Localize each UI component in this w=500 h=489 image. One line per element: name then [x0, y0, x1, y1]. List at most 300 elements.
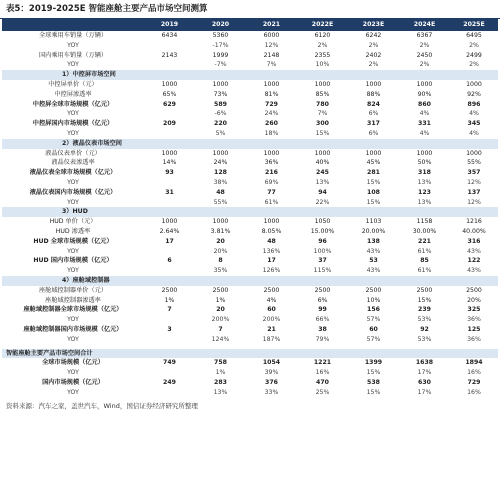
- table-cell: 13%: [417, 198, 432, 206]
- table-cell: [195, 276, 246, 286]
- table-cell: 31: [165, 188, 174, 196]
- table-cell: 20: [216, 306, 225, 314]
- table-row: [2, 80, 498, 90]
- table-cell: 138: [367, 237, 380, 245]
- table-cell: 24%: [213, 159, 228, 167]
- table-cell: [144, 70, 195, 80]
- table-cell: 6495: [466, 32, 482, 39]
- table-cell: 245: [316, 169, 329, 177]
- table-cell: [246, 70, 297, 80]
- table-cell: [399, 276, 450, 286]
- table-cell: 17: [267, 257, 276, 265]
- table-cell: 1000: [161, 80, 178, 88]
- table-cell: 85%: [315, 90, 330, 98]
- table-cell: 1103: [365, 218, 382, 226]
- table-cell: [399, 207, 450, 217]
- table-cell: 2.64%: [159, 227, 180, 235]
- table-cell: 1000: [263, 218, 280, 226]
- table-cell: 125: [467, 325, 481, 333]
- table-cell: 589: [214, 100, 227, 108]
- yoy-row: [2, 60, 498, 70]
- table-row: [2, 227, 498, 237]
- table-cell: 2500: [466, 286, 482, 294]
- table-cell: 99: [318, 306, 327, 314]
- table-cell: 24%: [264, 110, 279, 118]
- table-row: [2, 296, 498, 306]
- table-cell: 200%: [211, 316, 230, 324]
- table-cell: 1158: [416, 218, 433, 226]
- table-row: [2, 149, 498, 159]
- table-cell: 53%: [417, 316, 432, 324]
- table-cell: 50%: [417, 159, 432, 167]
- table-cell: 156: [367, 306, 380, 314]
- table-cell: 316: [467, 237, 481, 245]
- table-cell: 55%: [213, 198, 228, 206]
- table-cell: 630: [418, 378, 431, 386]
- table-cell: 2500: [263, 286, 280, 294]
- table-cell: 2%: [469, 61, 479, 69]
- table-cell: 6%: [317, 296, 328, 304]
- table-cell: 1894: [465, 359, 483, 367]
- table-cell: [348, 207, 399, 217]
- table-cell: 45%: [366, 159, 381, 167]
- table-cell: 2500: [161, 286, 178, 294]
- row-label: 全球乘用车销量（万辆）: [38, 32, 108, 39]
- table-cell: 260: [265, 120, 278, 128]
- table-cell: 2355: [314, 51, 331, 59]
- table-cell: 1%: [215, 369, 226, 377]
- row-label: 液晶仪表单价（元）: [45, 149, 101, 157]
- table-cell: [348, 349, 399, 359]
- table-cell: 1000: [314, 149, 331, 157]
- table-cell: 14%: [162, 159, 177, 167]
- table-cell: 92%: [467, 90, 481, 98]
- table-cell: 15%: [366, 388, 381, 396]
- table-cell: 137: [467, 188, 481, 196]
- table-cell: 780: [316, 100, 329, 108]
- table-cell: -6%: [214, 110, 227, 118]
- table-cell: [144, 247, 195, 257]
- table-cell: [144, 60, 195, 70]
- table-cell: 61%: [264, 198, 279, 206]
- column-header: 2021: [246, 19, 297, 31]
- row-label: HUD 单价（元）: [49, 218, 97, 226]
- table-cell: 2500: [416, 286, 433, 294]
- row-label: YOY: [67, 129, 79, 137]
- table-cell: 209: [163, 120, 176, 128]
- table-cell: [297, 70, 348, 80]
- row-label: YOY: [67, 316, 79, 324]
- row-label: 3）HUD: [2, 207, 144, 217]
- table-cell: [450, 70, 498, 80]
- table-cell: [246, 349, 297, 359]
- table-cell: 123: [418, 188, 431, 196]
- table-cell: 57%: [366, 335, 381, 343]
- table-cell: 470: [316, 378, 329, 386]
- row-label: YOY: [67, 178, 79, 186]
- table-row: [2, 378, 498, 388]
- table-cell: 43%: [366, 247, 381, 255]
- table-cell: 1000: [161, 218, 178, 226]
- table-cell: 115%: [313, 267, 332, 275]
- table-title: 表5：2019-2025E 智能座舱主要产品市场空间测算: [0, 0, 500, 19]
- table-cell: 15%: [366, 178, 381, 186]
- table-cell: [399, 139, 450, 149]
- table-cell: 318: [418, 169, 431, 177]
- table-cell: 2148: [263, 51, 280, 59]
- table-cell: 60: [369, 325, 378, 333]
- table-cell: 15%: [366, 369, 381, 377]
- table-cell: 6242: [365, 32, 382, 39]
- table-cell: 136%: [262, 247, 281, 255]
- table-cell: 2%: [317, 41, 328, 49]
- table-cell: 37: [318, 257, 327, 265]
- table-cell: [144, 198, 195, 208]
- table-cell: 2402: [365, 51, 382, 59]
- table-cell: 36%: [264, 159, 279, 167]
- table-cell: 1399: [364, 359, 383, 367]
- table-cell: 2500: [365, 286, 382, 294]
- table-cell: 69%: [264, 178, 279, 186]
- table-cell: 12%: [467, 198, 481, 206]
- table-cell: 66%: [315, 316, 330, 324]
- table-cell: [297, 207, 348, 217]
- table-cell: [195, 349, 246, 359]
- table-row: [2, 349, 498, 359]
- table-cell: [297, 349, 348, 359]
- table-cell: 2%: [419, 41, 430, 49]
- table-cell: 1000: [416, 149, 433, 157]
- table-cell: 6000: [263, 32, 280, 39]
- row-label: YOY: [67, 369, 79, 377]
- table-cell: [144, 109, 195, 119]
- yoy-row: [2, 129, 498, 139]
- table-cell: 1050: [314, 218, 331, 226]
- row-label: 全球市场规模（亿元）: [42, 359, 104, 367]
- table-cell: [399, 70, 450, 80]
- row-label: YOY: [67, 110, 79, 118]
- table-cell: 325: [467, 306, 481, 314]
- table-cell: 1%: [164, 296, 175, 304]
- table-cell: 3: [167, 325, 172, 333]
- table-cell: 824: [367, 100, 380, 108]
- table-cell: 2500: [314, 286, 331, 294]
- table-cell: 22%: [315, 198, 330, 206]
- table-cell: [348, 139, 399, 149]
- yoy-row: [2, 178, 498, 188]
- row-label: YOY: [67, 335, 79, 343]
- table-row: [2, 286, 498, 296]
- table-row: [2, 158, 498, 168]
- table-cell: 92: [420, 325, 429, 333]
- column-header: 2022E: [297, 19, 348, 31]
- table-row: [2, 188, 498, 198]
- table-cell: 6434: [161, 32, 178, 39]
- table-cell: 20%: [213, 247, 228, 255]
- table-cell: 4%: [469, 110, 479, 118]
- table-cell: 1221: [313, 359, 332, 367]
- table-cell: 77: [267, 188, 276, 196]
- table-cell: 1000: [212, 149, 229, 157]
- table-cell: [144, 139, 195, 149]
- row-label: 中控屏单价（元）: [48, 80, 98, 88]
- row-label: 中控屏国内市场规模（亿元）: [32, 120, 114, 128]
- table-cell: [195, 207, 246, 217]
- table-cell: 55%: [467, 159, 481, 167]
- row-label: 1）中控屏市场空间: [2, 70, 144, 80]
- table-cell: 538: [367, 378, 380, 386]
- yoy-row: [2, 266, 498, 276]
- table-cell: 126%: [262, 267, 281, 275]
- table-cell: 7%: [317, 110, 328, 118]
- table-cell: 60: [267, 306, 276, 314]
- table-row: [2, 237, 498, 247]
- table-cell: [144, 178, 195, 188]
- table-cell: 1000: [263, 80, 280, 88]
- table-cell: [450, 276, 498, 286]
- table-cell: 13%: [213, 388, 228, 396]
- table-cell: 17%: [417, 388, 432, 396]
- table-cell: [195, 139, 246, 149]
- row-label: 液晶仪表全球市场规模（亿元）: [29, 169, 117, 177]
- yoy-row: [2, 335, 498, 345]
- table-cell: 281: [367, 169, 380, 177]
- table-cell: 93: [165, 169, 174, 177]
- table-cell: [144, 315, 195, 325]
- table-cell: 357: [467, 169, 481, 177]
- row-label: HUD 国内市场规模（亿元）: [33, 257, 113, 265]
- table-cell: 81%: [264, 90, 279, 98]
- table-row: [2, 358, 498, 368]
- table-cell: 38%: [213, 178, 228, 186]
- row-label: 国内市场规模（亿元）: [42, 378, 104, 386]
- table-row: [2, 51, 498, 61]
- table-cell: 1000: [212, 218, 229, 226]
- table-cell: 16%: [467, 369, 481, 377]
- row-label: 中控屏渗透率: [54, 90, 92, 98]
- table-cell: [144, 207, 195, 217]
- table-cell: 124%: [211, 335, 230, 343]
- table-cell: 3.81%: [210, 227, 231, 235]
- table-cell: 39%: [264, 369, 279, 377]
- table-cell: 73%: [213, 90, 228, 98]
- table-cell: 15%: [315, 129, 330, 137]
- table-cell: 94: [318, 188, 327, 196]
- row-label: HUD 全球市场规模（亿元）: [33, 237, 113, 245]
- row-label: 液晶仪表渗透率: [51, 159, 95, 167]
- table-cell: 4%: [469, 129, 479, 137]
- column-header: 2023E: [348, 19, 399, 31]
- table-cell: 61%: [417, 247, 432, 255]
- table-cell: 36%: [467, 316, 481, 324]
- table-cell: 100%: [313, 247, 332, 255]
- table-cell: 40%: [315, 159, 330, 167]
- table-cell: 128: [214, 169, 227, 177]
- table-cell: [246, 276, 297, 286]
- table-cell: 239: [418, 306, 431, 314]
- row-label: 2）液晶仪表市场空间: [2, 139, 144, 149]
- table-cell: 61%: [417, 267, 432, 275]
- table-cell: 860: [418, 100, 431, 108]
- section-row: [2, 276, 498, 286]
- table-cell: [144, 335, 195, 345]
- table-cell: 5%: [215, 129, 226, 137]
- table-cell: 85: [420, 257, 429, 265]
- table-cell: 21: [267, 325, 276, 333]
- table-cell: 216: [265, 169, 278, 177]
- table-cell: 2%: [368, 41, 379, 49]
- row-label: 中控屏全球市场规模（亿元）: [32, 100, 114, 108]
- table-cell: 6: [167, 257, 172, 265]
- table-cell: 43%: [467, 247, 481, 255]
- table-cell: 40.00%: [462, 227, 486, 235]
- table-cell: 220: [214, 120, 227, 128]
- table-cell: [195, 70, 246, 80]
- table-cell: 2%: [368, 61, 379, 69]
- table-cell: 13%: [315, 178, 330, 186]
- table-cell: [144, 276, 195, 286]
- yoy-row: [2, 109, 498, 119]
- table-cell: [144, 368, 195, 378]
- table-cell: 376: [265, 378, 278, 386]
- table-cell: 38: [318, 325, 327, 333]
- table-cell: 1000: [365, 149, 382, 157]
- table-cell: 5360: [212, 32, 229, 39]
- table-cell: 79%: [315, 335, 330, 343]
- market-size-table: [2, 19, 498, 397]
- row-label: 智能座舱主要产品市场空间合计: [2, 349, 144, 359]
- table-cell: -7%: [214, 61, 227, 69]
- table-cell: 8: [218, 257, 223, 265]
- table-cell: 48: [216, 188, 225, 196]
- table-cell: 2450: [416, 51, 433, 59]
- table-header-row: [2, 19, 498, 31]
- table-row: [2, 168, 498, 178]
- row-label: 座舱域控制器全球市场规模（亿元）: [23, 306, 123, 314]
- table-cell: 12%: [467, 178, 481, 186]
- table-cell: 1000: [212, 80, 229, 88]
- table-cell: 1638: [415, 359, 434, 367]
- table-cell: 6%: [368, 110, 379, 118]
- table-cell: 1000: [416, 80, 433, 88]
- table-cell: 35%: [213, 267, 228, 275]
- table-row: [2, 100, 498, 110]
- table-body: [2, 31, 498, 397]
- table-cell: [144, 41, 195, 51]
- row-label: 座舱域控制器单价（元）: [38, 286, 108, 294]
- table-cell: 283: [214, 378, 227, 386]
- table-cell: 33%: [264, 388, 279, 396]
- row-label: 4）座舱域控制器: [2, 276, 144, 286]
- table-cell: 7: [218, 325, 223, 333]
- table-cell: 65%: [162, 90, 177, 98]
- table-cell: 13%: [417, 178, 432, 186]
- table-cell: 629: [163, 100, 176, 108]
- table-cell: 1%: [215, 296, 226, 304]
- table-cell: 1054: [262, 359, 281, 367]
- row-label: YOY: [67, 247, 79, 255]
- table-cell: 4%: [419, 129, 430, 137]
- table-cell: 30.00%: [412, 227, 437, 235]
- table-cell: [450, 349, 498, 359]
- row-label: 座舱域控制器渗透率: [45, 296, 101, 304]
- table-cell: 20.00%: [361, 227, 386, 235]
- table-cell: 1000: [365, 80, 382, 88]
- table-cell: 16%: [467, 388, 481, 396]
- table-cell: 2499: [466, 51, 482, 59]
- table-cell: 15%: [417, 296, 432, 304]
- table-cell: 300: [316, 120, 329, 128]
- table-cell: 749: [163, 359, 176, 367]
- table-cell: [450, 139, 498, 149]
- column-header: [2, 19, 144, 31]
- table-cell: 6120: [314, 32, 331, 39]
- table-cell: 25%: [315, 388, 330, 396]
- section-row: [2, 207, 498, 217]
- row-label: YOY: [67, 41, 79, 49]
- table-cell: 20: [216, 237, 225, 245]
- table-cell: 48: [267, 237, 276, 245]
- table-cell: 1000: [161, 149, 178, 157]
- table-cell: 896: [467, 100, 481, 108]
- table-cell: [144, 349, 195, 359]
- table-cell: [297, 276, 348, 286]
- table-cell: [399, 349, 450, 359]
- table-cell: [348, 70, 399, 80]
- table-cell: 345: [467, 120, 481, 128]
- table-cell: 2%: [419, 61, 430, 69]
- table-cell: 17: [165, 237, 174, 245]
- table-row: [2, 90, 498, 100]
- yoy-row: [2, 247, 498, 257]
- table-cell: [297, 139, 348, 149]
- column-header: 2019: [144, 19, 195, 31]
- table-cell: [246, 207, 297, 217]
- table-cell: 2%: [469, 41, 479, 49]
- source-note: 资料来源：汽车之家，盖世汽车，Wind，国信证券经济研究所整理: [6, 402, 198, 411]
- table-row: [2, 256, 498, 266]
- table-row: [2, 305, 498, 315]
- table-cell: 249: [163, 378, 176, 386]
- table-cell: 96: [318, 237, 327, 245]
- column-header: 2020: [195, 19, 246, 31]
- table-cell: 1000: [314, 80, 331, 88]
- table-cell: 108: [367, 188, 380, 196]
- row-label: YOY: [67, 388, 79, 396]
- yoy-row: [2, 41, 498, 51]
- table-cell: 729: [467, 378, 481, 386]
- row-label: YOY: [67, 61, 79, 69]
- table-row: [2, 217, 498, 227]
- table-cell: 15.00%: [310, 227, 335, 235]
- table-cell: 57%: [366, 316, 381, 324]
- table-cell: 12%: [264, 41, 279, 49]
- table-cell: 90%: [417, 90, 432, 98]
- table-cell: 4%: [266, 296, 277, 304]
- table-cell: 36%: [467, 335, 481, 343]
- table-cell: 6367: [416, 32, 433, 39]
- yoy-row: [2, 198, 498, 208]
- table-cell: 331: [418, 120, 431, 128]
- table-cell: 221: [418, 237, 431, 245]
- table-cell: 4%: [419, 110, 430, 118]
- row-label: 座舱域控制器国内市场规模（亿元）: [23, 325, 123, 333]
- table-cell: 317: [367, 120, 380, 128]
- table-cell: 200%: [262, 316, 281, 324]
- table-cell: 1999: [212, 51, 229, 59]
- table-cell: 729: [265, 100, 278, 108]
- table-cell: 43%: [467, 267, 481, 275]
